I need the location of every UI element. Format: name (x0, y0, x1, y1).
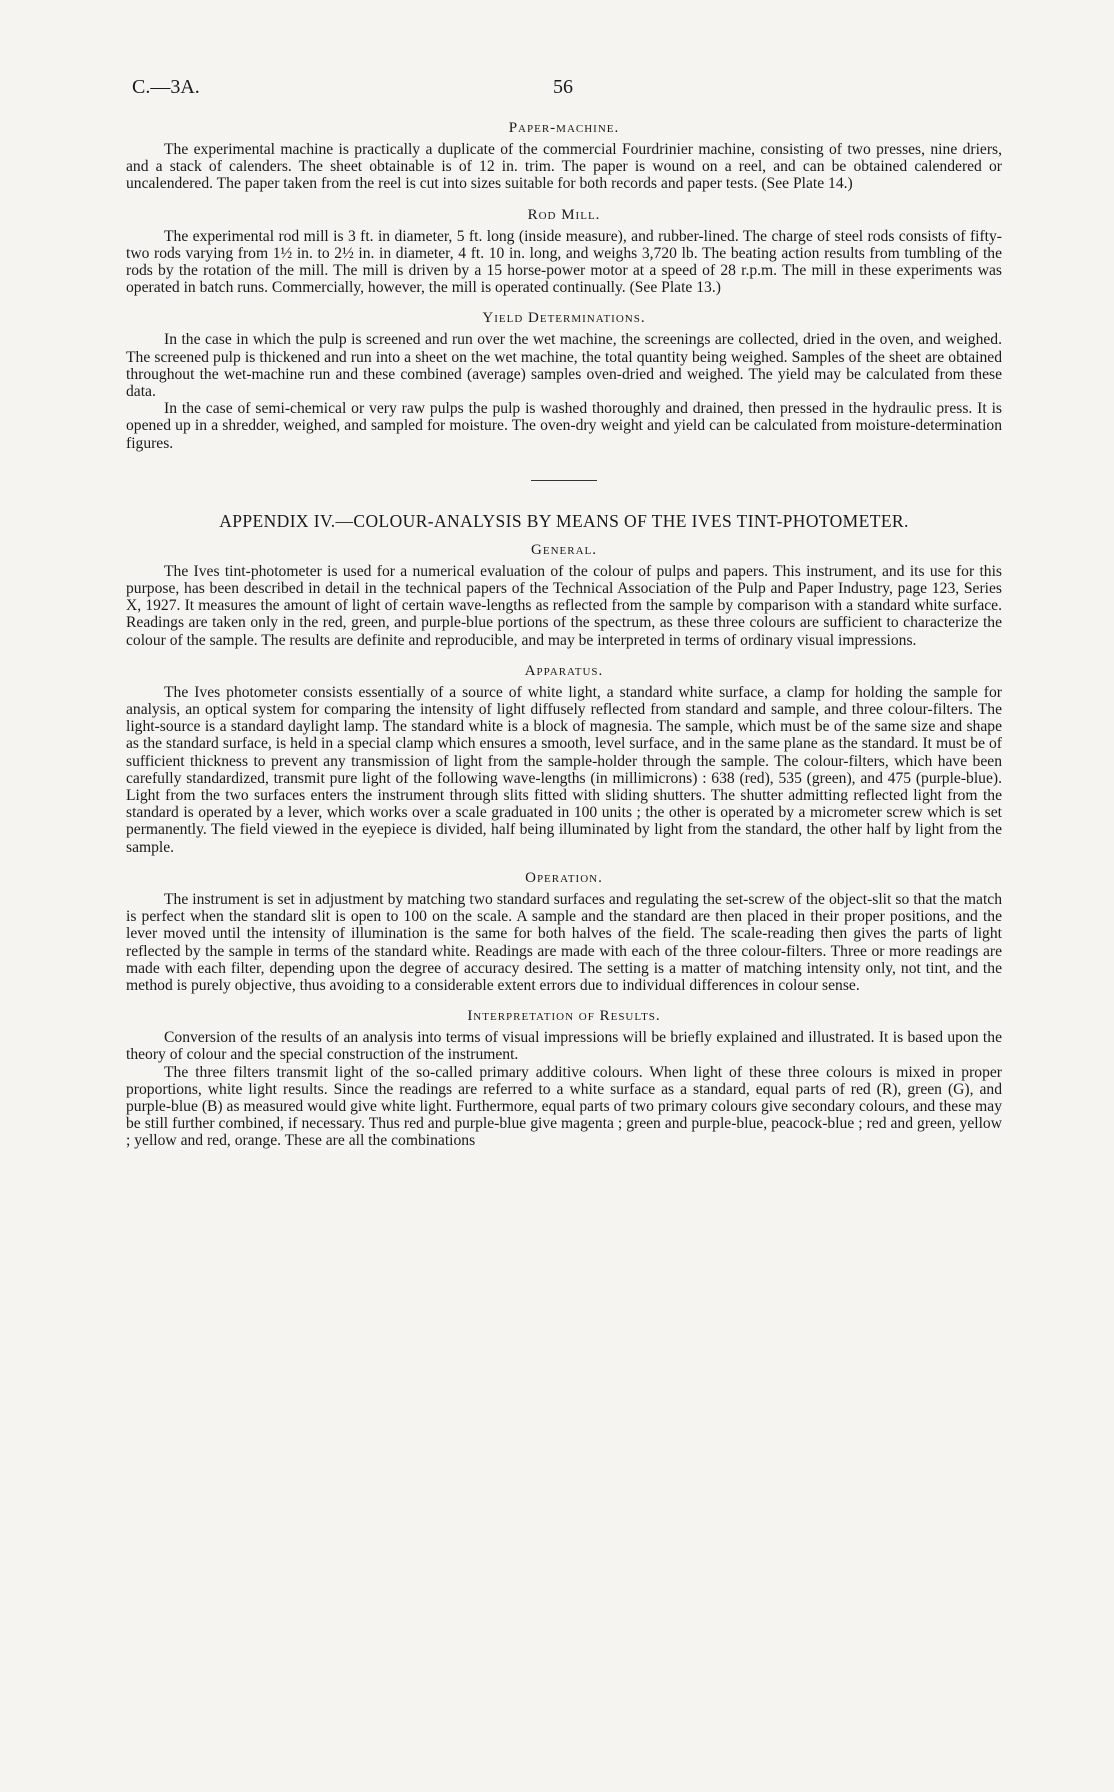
document-reference: C.—3A. (132, 76, 200, 98)
paragraph: The experimental machine is practically a duplicate of the commercial Fourdrinier machine, consisting of two presses, nine driers, and a stack of calenders. The sheet obtainable is of 12 in. trim. The paper is wound on a reel, and can be obtained calendered or uncalendered. The paper taken from the reel is cut into sizes suitable for both records and paper tests. (See Plate 14.) (126, 141, 1002, 193)
appendix-title: APPENDIX IV.—COLOUR-ANALYSIS BY MEANS OF THE IVES TINT-PHOTOMETER. (219, 510, 909, 531)
section-divider (531, 480, 597, 481)
section-heading: General. (531, 541, 597, 558)
section-interpretation-of-results (126, 1008, 1002, 1149)
page-number: 56 (553, 76, 573, 98)
section-heading: Yield Determinations. (482, 310, 646, 327)
section-general (126, 542, 1002, 649)
paragraph: The Ives photometer consists essentially of a source of white light, a standard white surface, a clamp for holding the sample for analysis, an optical system for comparing the intensity of light diffusely reflected from standard and sample, and three colour-filters. The light-source is a standard daylight lamp. The standard white is a block of magnesia. The sample, which must be of the same size and shape as the standard surface, is held in a special clamp which ensures a smooth, level surface, and in the same plane as the standard. It must be of sufficient thickness to prevent any transmission of light from the sample-holder through the sample. The colour-filters, which have been carefully standardized, transmit pure light of the following wave-lengths (in millimicrons) : 638 (red), 535 (green), and 475 (purple-blue). Light from the two surfaces enters the instrument through slits fitted with sliding shutters. The shutter admitting reflected light from the standard is operated by a lever, which works over a scale graduated in 100 units ; the other is operated by a micrometer screw which is set permanently. The field viewed in the eyepiece is divided, half being illuminated by light from the standard, the other half by light from the sample. (126, 683, 1002, 856)
paragraph: The three filters transmit light of the so-called primary additive colours. When light of these three colours is mixed in proper proportions, white light results. Since the readings are referred to a white surface as a standard, equal parts of red (R), green (G), and purple-blue (B) as measured would give white light. Furthermore, equal parts of two primary colours give secondary colours, and these may be still further combined, if necessary. Thus red and purple-blue give magenta ; green and purple-blue, peacock-blue ; red and green, yellow ; yellow and red, orange. These are all the combinations (126, 1063, 1002, 1150)
section-operation (126, 870, 1002, 994)
paragraph: In the case of semi-chemical or very raw pulps the pulp is washed thoroughly and drained, then pressed in the hydraulic press. It is opened up in a shredder, weighed, and sampled for moisture. The oven-dry weight and yield can be calculated from moisture-determination figures. (126, 400, 1002, 452)
section-heading: Interpretation of Results. (467, 1008, 661, 1025)
paragraph: The instrument is set in adjustment by matching two standard surfaces and regulating the set-screw of the object-slit so that the match is perfect when the standard slit is open to 100 on the scale. A sample and the standard are then placed in their proper positions, and the lever moved until the intensity of illumination is the same for both halves of the field. The scale-reading then gives the parts of light reflected by the sample in terms of the standard white. Readings are made with each of the three colour-filters. Three or more readings are made with each filter, depending upon the degree of accuracy desired. The setting is a matter of matching intensity only, not tint, and the method is purely objective, thus avoiding to a considerable extent errors due to individual differences in colour sense. (126, 890, 1002, 994)
section-heading: Apparatus. (524, 662, 604, 679)
section-heading: Paper-machine. (508, 120, 620, 136)
section-heading: Operation. (525, 869, 603, 886)
section-yield-determinations (126, 310, 1002, 451)
section-heading: Rod Mill. (527, 206, 601, 223)
paragraph: Conversion of the results of an analysis into terms of visual impressions will be briefly explained and illustrated. It is based upon the theory of colour and the special construction of the instrument. (126, 1029, 1002, 1064)
section-paper-machine (126, 120, 1002, 193)
paragraph: In the case in which the pulp is screened and run over the wet machine, the screenings are collected, dried in the oven, and weighed. The screened pulp is thickened and run into a sheet on the wet machine, the total quantity being weighed. Samples of the sheet are obtained throughout the wet-machine run and these combined (average) samples oven-dried and weighed. The yield may be calculated from these data. (126, 331, 1002, 401)
paragraph: The experimental rod mill is 3 ft. in diameter, 5 ft. long (inside measure), and rubber-lined. The charge of steel rods consists of fifty-two rods varying from 1½ in. to 2½ in. in diameter, 4 ft. 10 in. long, and weighs 3,720 lb. The beating action results from tumbling of the rods by the rotation of the mill. The mill is driven by a 15 horse-power motor at a speed of 28 r.p.m. The mill in these experiments was operated in batch runs. Commercially, however, the mill is operated continually. (See Plate 13.) (126, 227, 1002, 297)
paragraph: The Ives tint-photometer is used for a numerical evaluation of the colour of pulps and papers. This instrument, and its use for this purpose, has been described in detail in the technical papers of the Technical Association of the Pulp and Paper Industry, page 123, Series X, 1927. It measures the amount of light of certain wave-lengths as reflected from the sample by comparison with a standard white surface. Readings are taken only in the red, green, and purple-blue portions of the spectrum, as these three colours are sufficient to characterize the colour of the sample. The results are definite and reproducible, and may be interpreted in terms of ordinary visual impressions. (126, 562, 1002, 649)
section-rod-mill (126, 207, 1002, 297)
section-apparatus (126, 663, 1002, 856)
page-header (126, 70, 1002, 110)
